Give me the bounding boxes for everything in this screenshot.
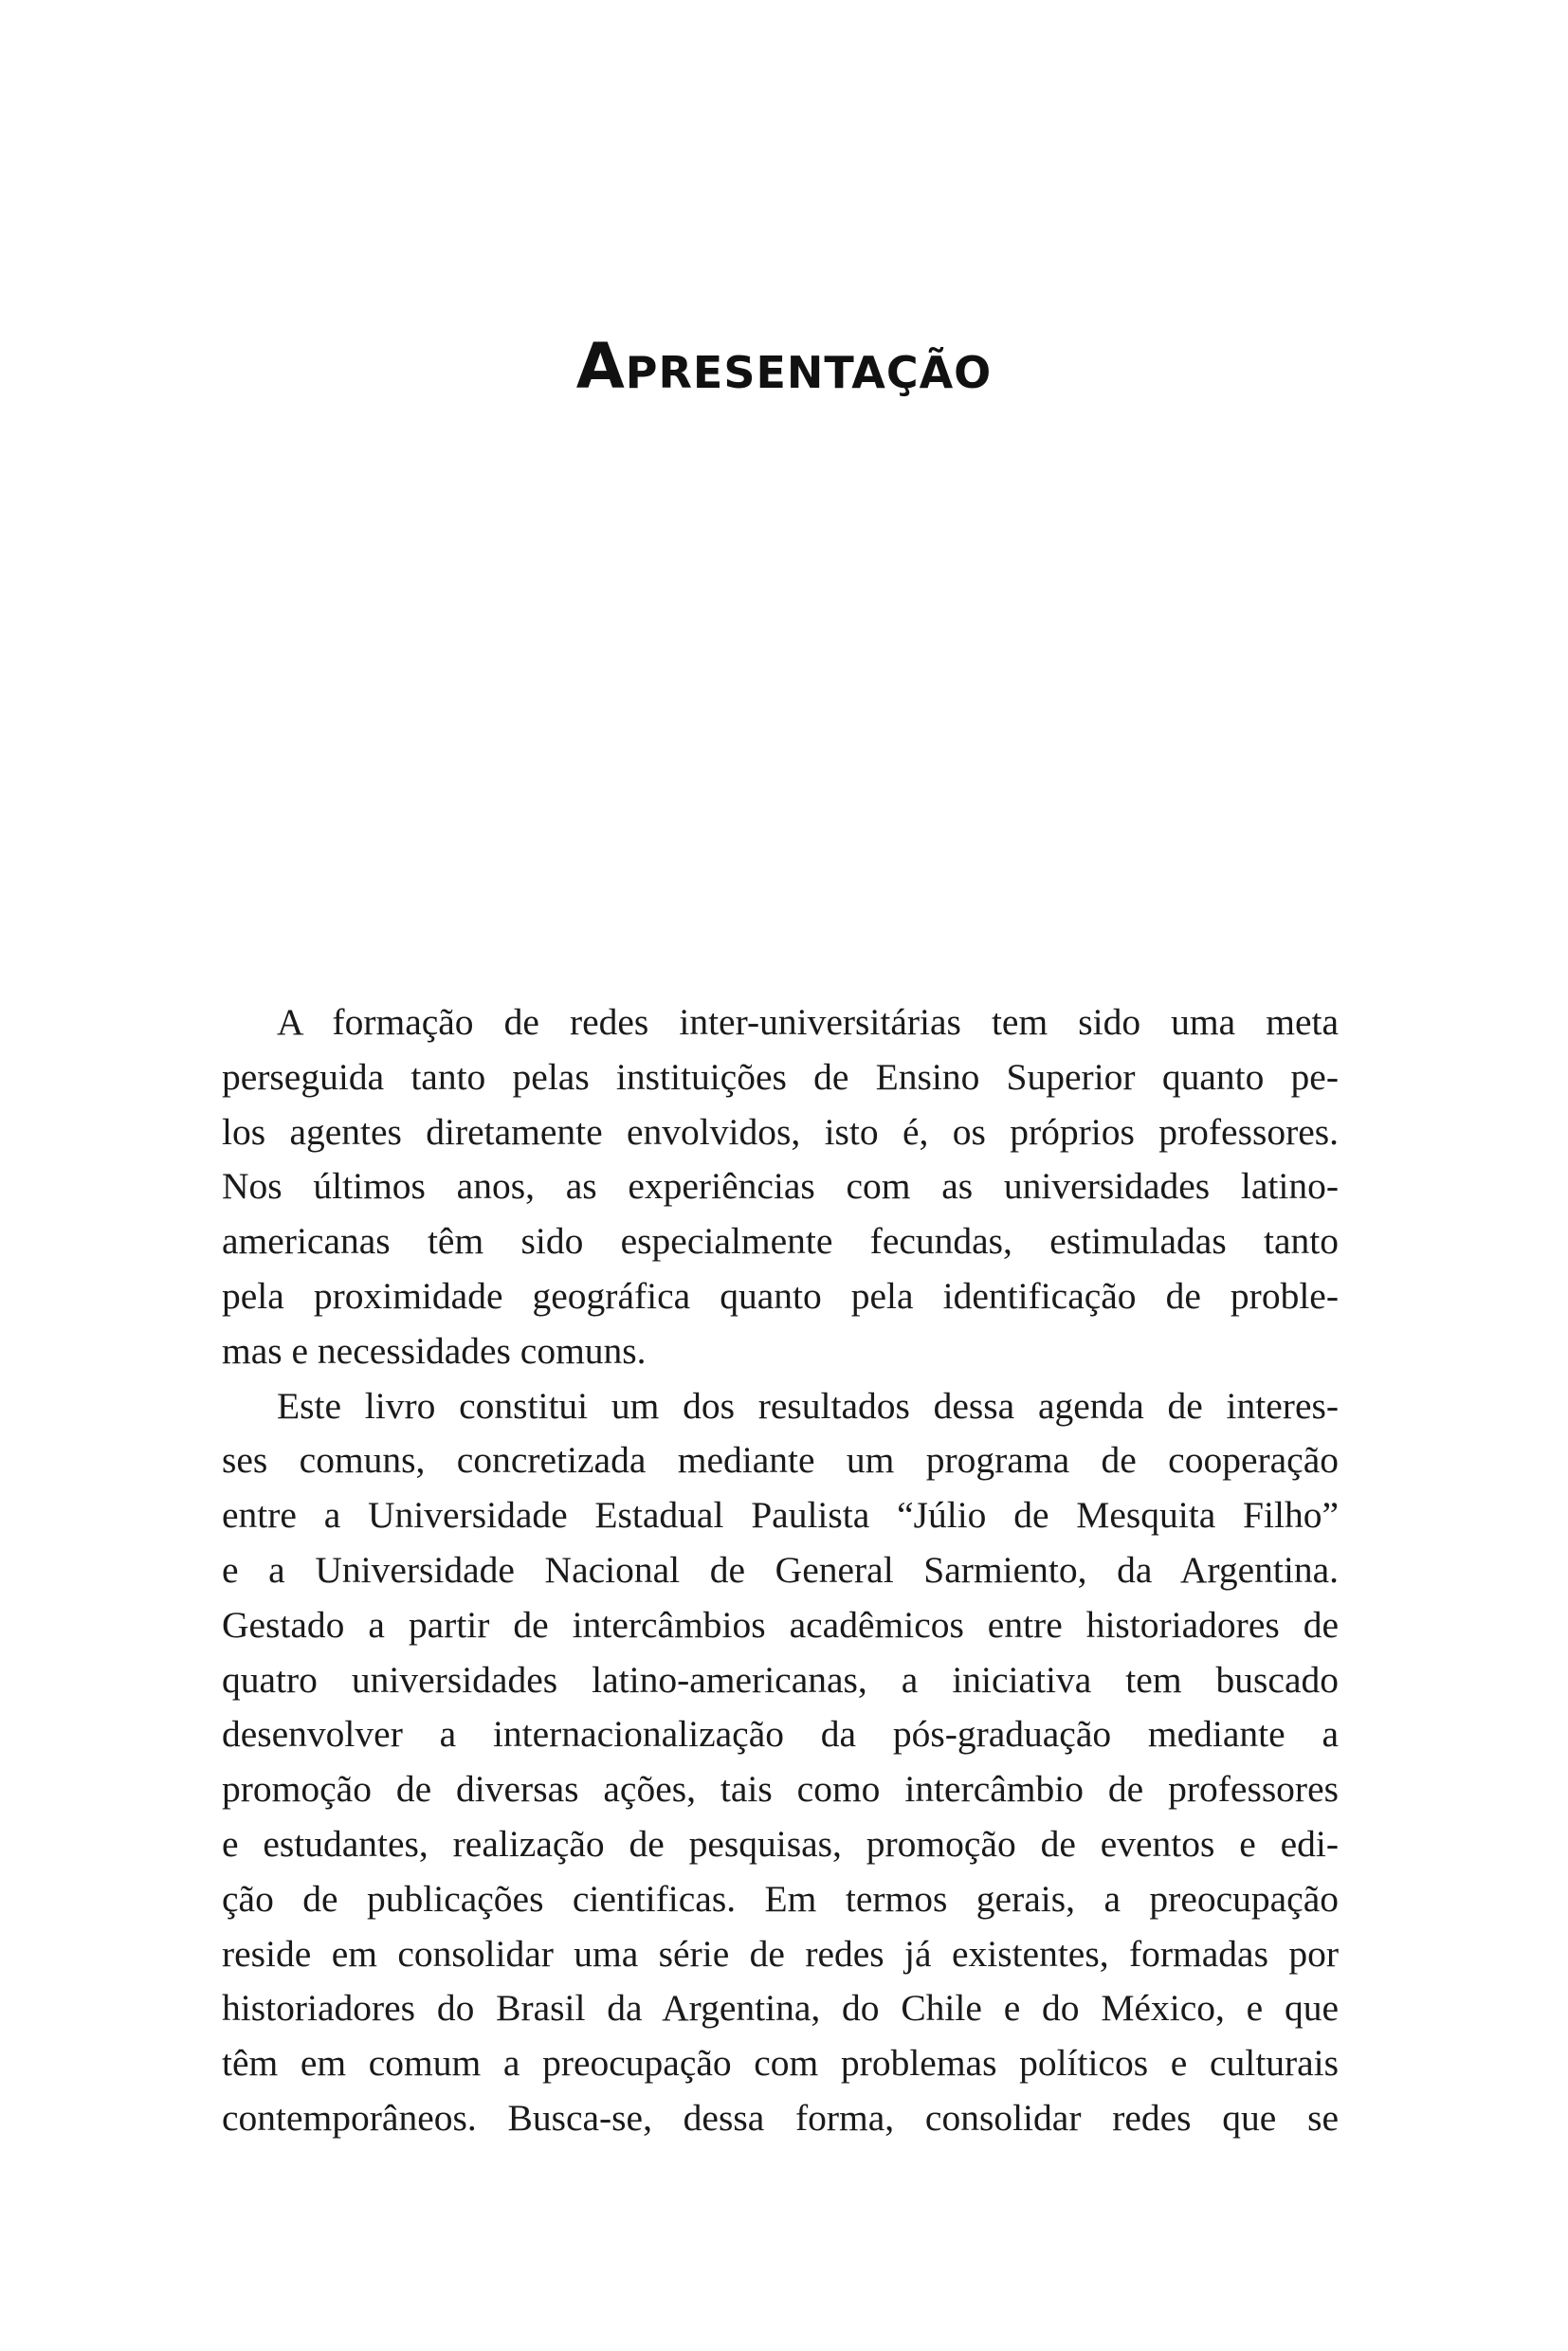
text-line: desenvolver a internacionalização da pós-graduação mediante a bbox=[222, 1713, 1339, 1756]
paragraph-2 bbox=[222, 1379, 1339, 2146]
paragraph-1 bbox=[222, 995, 1339, 1379]
text-line: e a Universidade Nacional de General Sarmiento, da Argentina. bbox=[222, 1548, 1339, 1591]
text-line: Este livro constitui um dos resultados dessa agenda de interes- bbox=[277, 1384, 1339, 1427]
text-line: ção de publicações cientificas. Em termos gerais, a preocupação bbox=[222, 1877, 1339, 1920]
text-line: têm em comum a preocupação com problemas políticos e culturais bbox=[222, 2042, 1339, 2085]
text-line: Gestado a partir de intercâmbios acadêmicos entre historiadores de bbox=[222, 1603, 1339, 1646]
text-line: ses comuns, concretizada mediante um programa de cooperação bbox=[222, 1439, 1339, 1482]
page-title: Apresentação bbox=[575, 330, 993, 403]
text-line: A formação de redes inter-universitárias tem sido uma meta bbox=[277, 1001, 1339, 1043]
text-line: reside em consolidar uma série de redes já existentes, formadas por bbox=[222, 1932, 1339, 1975]
text-line: promoção de diversas ações, tais como intercâmbio de professores bbox=[222, 1768, 1339, 1811]
text-line: quatro universidades latino-americanas, a iniciativa tem buscado bbox=[222, 1658, 1339, 1701]
text-line: mas e necessidades comuns. bbox=[222, 1329, 647, 1372]
text-line: americanas têm sido especialmente fecundas, estimuladas tanto bbox=[222, 1220, 1339, 1263]
text-line: e estudantes, realização de pesquisas, promoção de eventos e edi- bbox=[222, 1822, 1339, 1865]
text-line: Nos últimos anos, as experiências com as universidades latino- bbox=[222, 1165, 1339, 1208]
text-line: contemporâneos. Busca-se, dessa forma, consolidar redes que se bbox=[222, 2096, 1339, 2139]
text-line: los agentes diretamente envolvidos, isto é, os próprios professores. bbox=[222, 1110, 1339, 1153]
text-line: perseguida tanto pelas instituições de Ensino Superior quanto pe- bbox=[222, 1055, 1339, 1098]
text-line: historiadores do Brasil da Argentina, do Chile e do México, e que bbox=[222, 1987, 1339, 2030]
text-line: pela proximidade geográfica quanto pela identificação de proble- bbox=[222, 1274, 1339, 1317]
text-line: entre a Universidade Estadual Paulista “Júlio de Mesquita Filho” bbox=[222, 1494, 1339, 1537]
body-text bbox=[222, 995, 1339, 2146]
